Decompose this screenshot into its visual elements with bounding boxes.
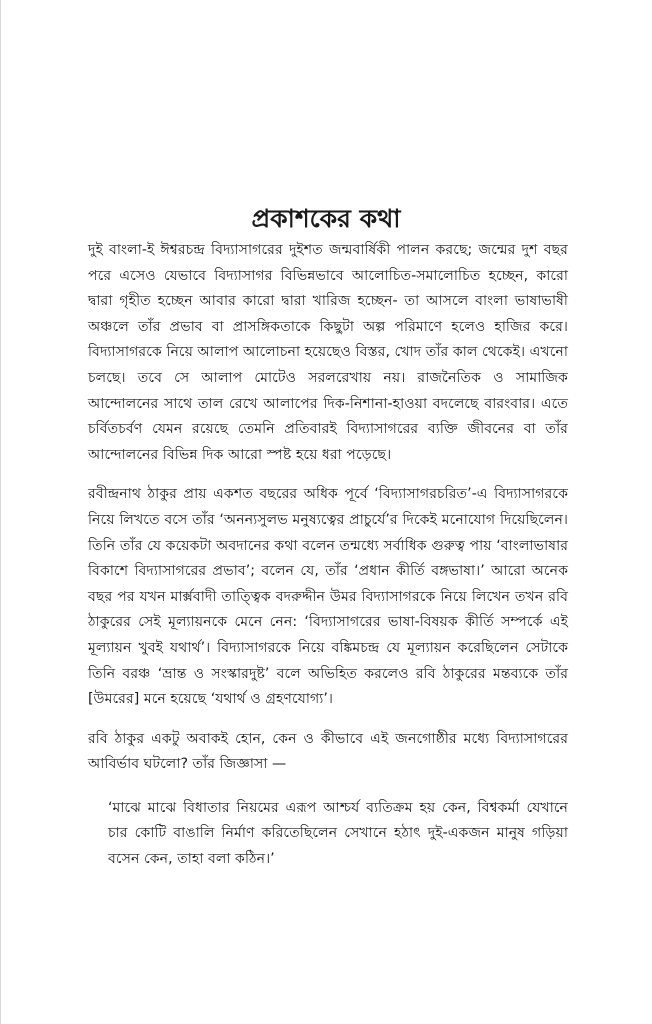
page-edge-divider — [0, 0, 1, 1024]
page-title: প্রকাশকের কথা — [251, 203, 401, 233]
body-text — [88, 238, 568, 873]
paragraph-1: দুই বাংলা-ই ঈশ্বরচন্দ্র বিদ্যাসাগরের দুইশত জন্মবার্ষিকী পালন করছে; জন্মের দুশ বছর পরে এসেও যেভাবে বিদ্যাসাগর বিভিন্নভাবে আলোচিত-সমালোচিত হচ্ছেন, কারো দ্বারা গৃহীত হচ্ছেন আবার কারো দ্বারা খারিজ হচ্ছেন- তা আসলে বাংলা ভাষাভাষী অঞ্চলে তাঁর প্রভাব বা প্রাসঙ্গিকতাকে কিছুটা অল্প পরিমাণে হলেও হাজির করে। বিদ্যাসাগরকে নিয়ে আলাপ আলোচনা হয়েছেও বিস্তর, খোদ তাঁর কাল থেকেই। এখনো চলছে। তবে সে আলাপ মোটেও সরলরেখায় নয়। রাজনৈতিক ও সামাজিক আন্দোলনের সাথে তাল রেখে আলাপের দিক-নিশানা-হাওয়া বদলেছে বারংবার। এতে চর্বিতচর্বণ যেমন রয়েছে তেমনি প্রতিবারই বিদ্যাসাগরের ব্যক্তি জীবনের বা তাঁর আন্দোলনের বিভিন্ন দিক আরো স্পষ্ট হয়ে ধরা পড়েছে। — [88, 242, 568, 463]
block-quote: ‘মাঝে মাঝে বিধাতার নিয়মের এরূপ আশ্চর্য ব্যতিক্রম হয় কেন, বিশ্বকর্মা যেখানে চার কোটি বাঙালি নির্মাণ করিতেছিলেন সেখানে হঠাৎ দুই-একজন মানুষ গড়িয়া বসেন কেন, তাহা বলা কঠিন।’ — [108, 799, 568, 868]
paragraph-3: রবি ঠাকুর একটু অবাকই হোন, কেন ও কীভাবে এই জনগোষ্ঠীর মধ্যে বিদ্যাসাগরের আবির্ভাব ঘটলো? তাঁর জিজ্ঞাসা — — [88, 730, 568, 773]
paragraph-2: রবীন্দ্রনাথ ঠাকুর প্রায় একশত বছরের অধিক পূর্বে ‘বিদ্যাসাগরচরিত’-এ বিদ্যাসাগরকে নিয়ে লিখতে বসে তাঁর ‘অনন্যসুলভ মনুষ্যত্বের প্রাচুর্যে’র দিকেই মনোযোগ দিয়েছিলেন। তিনি তাঁর যে কয়েকটা অবদানের কথা বলেন তন্মধ্যে সর্বাধিক গুরুত্ব পায় ‘বাংলাভাষার বিকাশে বিদ্যাসাগরের প্রভাব’; বলেন যে, তাঁর ‘প্রধান কীর্তি বঙ্গভাষা।’ আরো অনেক বছর পর যখন মার্ক্সবাদী তাত্ত্বিক বদরুদ্দীন উমর বিদ্যাসাগরকে নিয়ে লিখেন তখন রবি ঠাকুরের সেই মূল্যায়নকে মেনে নেন: ‘বিদ্যাসাগরের ভাষা-বিষয়ক কীর্তি সম্পর্কে এই মূল্যায়ন খুবই যথার্থ’। বিদ্যাসাগরকে নিয়ে বঙ্কিমচন্দ্র যে মূল্যায়ন করেছিলেন সেটাকে তিনি বরঞ্চ ‘ভ্রান্ত ও সংস্কারদুষ্ট’ বলে অভিহিত করলেও রবি ঠাকুরের মন্তব্যকে তাঁর [উমরের] মনে হয়েছে ‘যথার্থ ও গ্রহণযোগ্য’। — [88, 486, 568, 708]
